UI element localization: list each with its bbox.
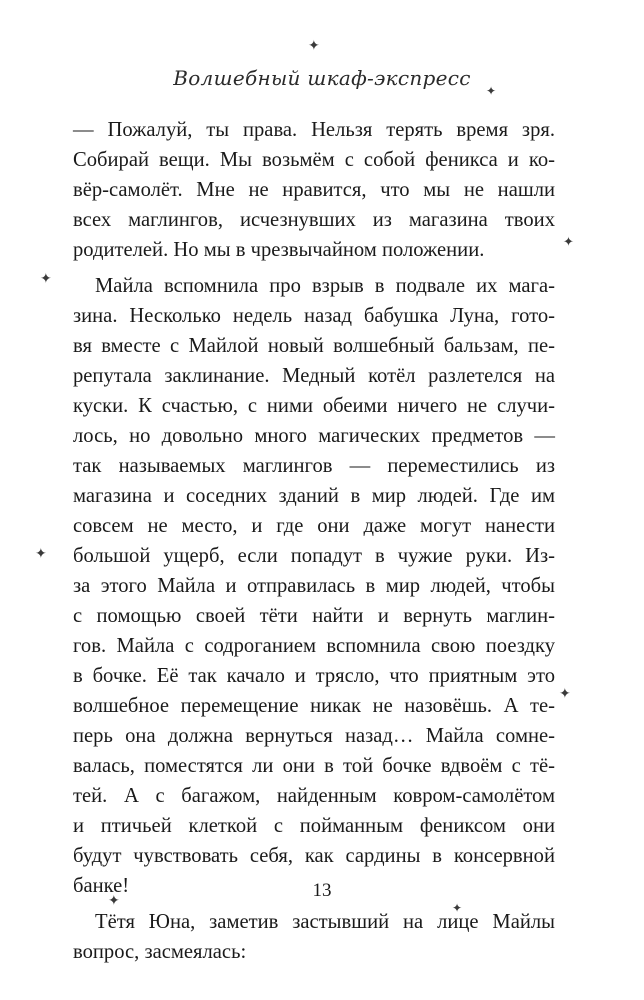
text-line: так называемых маглингов — переместились из (73, 455, 555, 477)
text-line: зина. Несколько недель назад бабушка Луна, гото- (73, 305, 555, 327)
text-line: перь она должна вернуться назад… Майла сомне- (73, 725, 555, 747)
text-line: банке! (73, 875, 130, 897)
running-title: Волшебный шкаф-экспресс (173, 66, 471, 90)
sparkle-icon: ✦ (486, 84, 497, 98)
text-line: куски. К счастью, с ними обеими ничего не случи- (73, 395, 555, 417)
text-line: репутала заклинание. Медный котёл разлетелся на (73, 365, 555, 387)
text-line: волшебное перемещение никак не назовёшь. А те- (73, 695, 555, 717)
text-line: в бочке. Её так качало и трясло, что приятным это (73, 665, 555, 687)
text-line: большой ущерб, если попадут в чужие руки. Из- (73, 545, 555, 567)
page-number: 13 (312, 880, 332, 901)
sparkle-icon: ✦ (40, 272, 52, 287)
sparkle-icon: ✦ (452, 901, 463, 915)
paragraph (73, 115, 555, 265)
sparkle-icon: ✦ (308, 39, 320, 54)
text-line: гов. Майла с содроганием вспомнила свою поездку (73, 635, 555, 657)
text-line: — Пожалуй, ты права. Нельзя терять время зря. (73, 119, 555, 141)
sparkle-icon: ✦ (563, 234, 574, 249)
text-line: вя вместе с Майлой новый волшебный бальзам, пе- (73, 335, 555, 357)
text-line: магазина и соседних зданий в мир людей. Где им (73, 485, 555, 507)
text-line: Собирай вещи. Мы возьмём с собой феникса и ко- (73, 149, 555, 171)
text-line: совсем не место, и где они даже могут нанести (73, 515, 555, 537)
text-line: за этого Майла и отправилась в мир людей, чтобы (73, 575, 555, 597)
text-line: тей. А с багажом, найденным ковром-самолётом (73, 785, 555, 807)
text-line: лось, но довольно много магических предметов — (73, 425, 555, 447)
sparkle-icon: ✦ (559, 687, 571, 702)
text-line: вопрос, засмеялась: (73, 941, 247, 963)
text-line: всех маглингов, исчезнувших из магазина твоих (73, 209, 555, 231)
text-line: Тётя Юна, заметив застывший на лице Майлы (95, 911, 555, 933)
text-line: Майла вспомнила про взрыв в подвале их мага- (95, 275, 555, 297)
sparkle-icon: ✦ (108, 894, 120, 909)
text-line: родителей. Но мы в чрезвычайном положении. (73, 239, 485, 261)
sparkle-icon: ✦ (35, 547, 47, 562)
paragraph (73, 271, 555, 901)
paragraph (73, 907, 555, 967)
text-line: вёр-самолёт. Мне не нравится, что мы не нашли (73, 179, 555, 201)
text-line: и птичьей клеткой с пойманным фениксом они (73, 815, 555, 837)
text-line: будут чувствовать себя, как сардины в консервной (73, 845, 555, 867)
body-text (73, 115, 555, 967)
text-line: валась, поместятся ли они в той бочке вдвоём с тё- (73, 755, 555, 777)
text-line: с помощью своей тёти найти и вернуть маглин- (73, 605, 555, 627)
